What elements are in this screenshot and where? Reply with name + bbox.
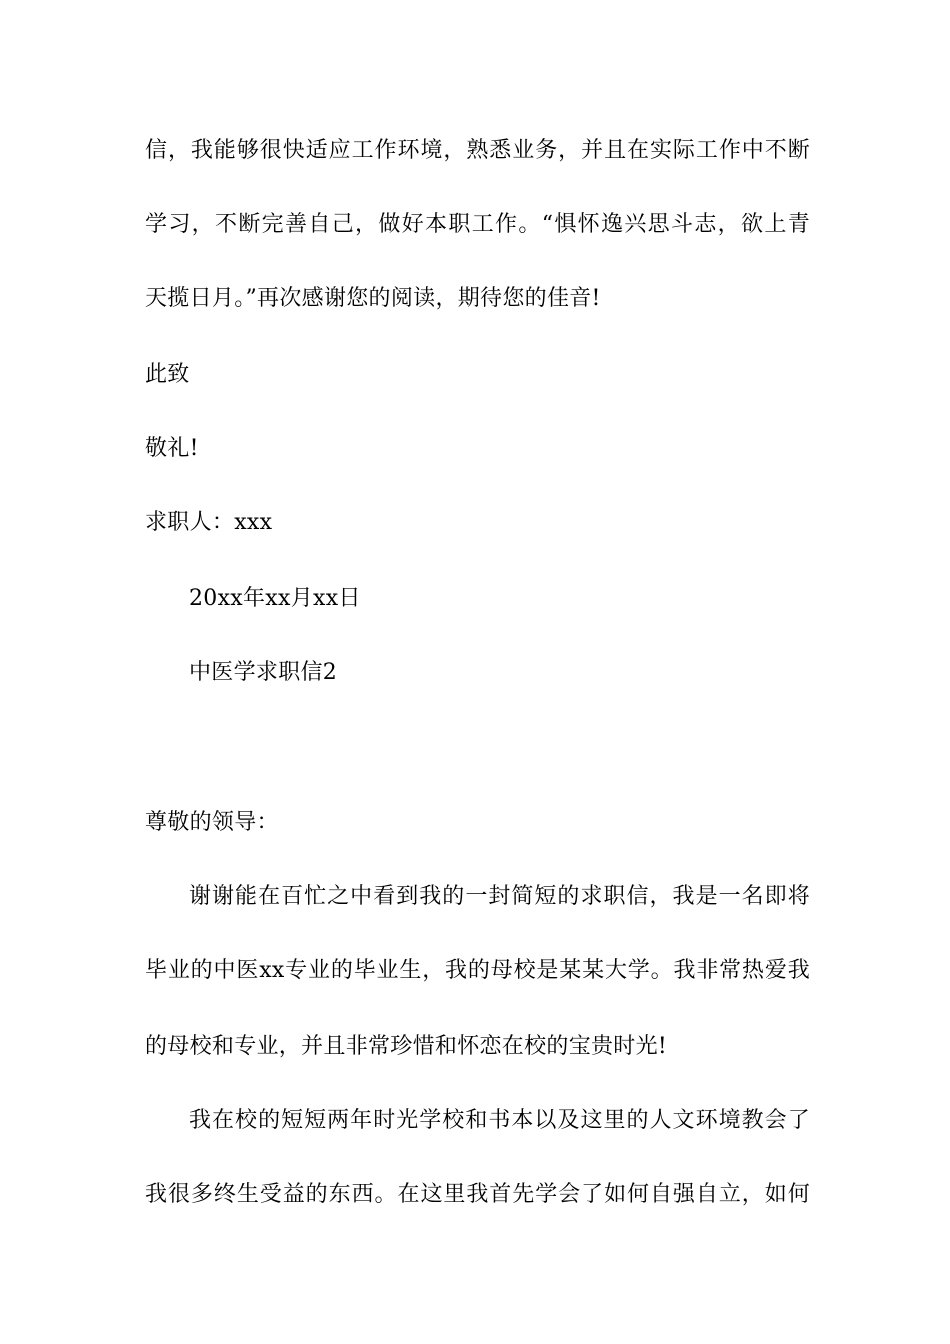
paragraph-1-line-3: 的母校和专业，并且非常珍惜和怀恋在校的宝贵时光!: [145, 1034, 668, 1059]
letter-date: 20xx年xx月xx日: [189, 586, 361, 611]
closing-salutation: 此致: [145, 362, 190, 387]
body-line-2: 学习，不断完善自己，做好本职工作。“惧怀逸兴思斗志，欲上青: [145, 212, 810, 237]
body-line-3: 天揽日月。”再次感谢您的阅读，期待您的佳音!: [145, 286, 601, 311]
greeting: 尊敬的领导：: [145, 810, 279, 835]
applicant-signature: 求职人：xxx: [145, 510, 273, 535]
paragraph-2-line-2: 我很多终生受益的东西。在这里我首先学会了如何自强自立，如何: [145, 1182, 810, 1207]
closing-regards: 敬礼!: [145, 436, 199, 461]
paragraph-1-line-2: 毕业的中医xx专业的毕业生，我的母校是某某大学。我非常热爱我: [145, 958, 810, 983]
section-title: 中医学求职信2: [189, 660, 338, 685]
paragraph-2-line-1: 我在校的短短两年时光学校和书本以及这里的人文环境教会了: [189, 1108, 810, 1133]
paragraph-1-line-1: 谢谢能在百忙之中看到我的一封简短的求职信，我是一名即将: [189, 884, 810, 909]
body-line-1: 信，我能够很快适应工作环境，熟悉业务，并且在实际工作中不断: [145, 138, 810, 163]
